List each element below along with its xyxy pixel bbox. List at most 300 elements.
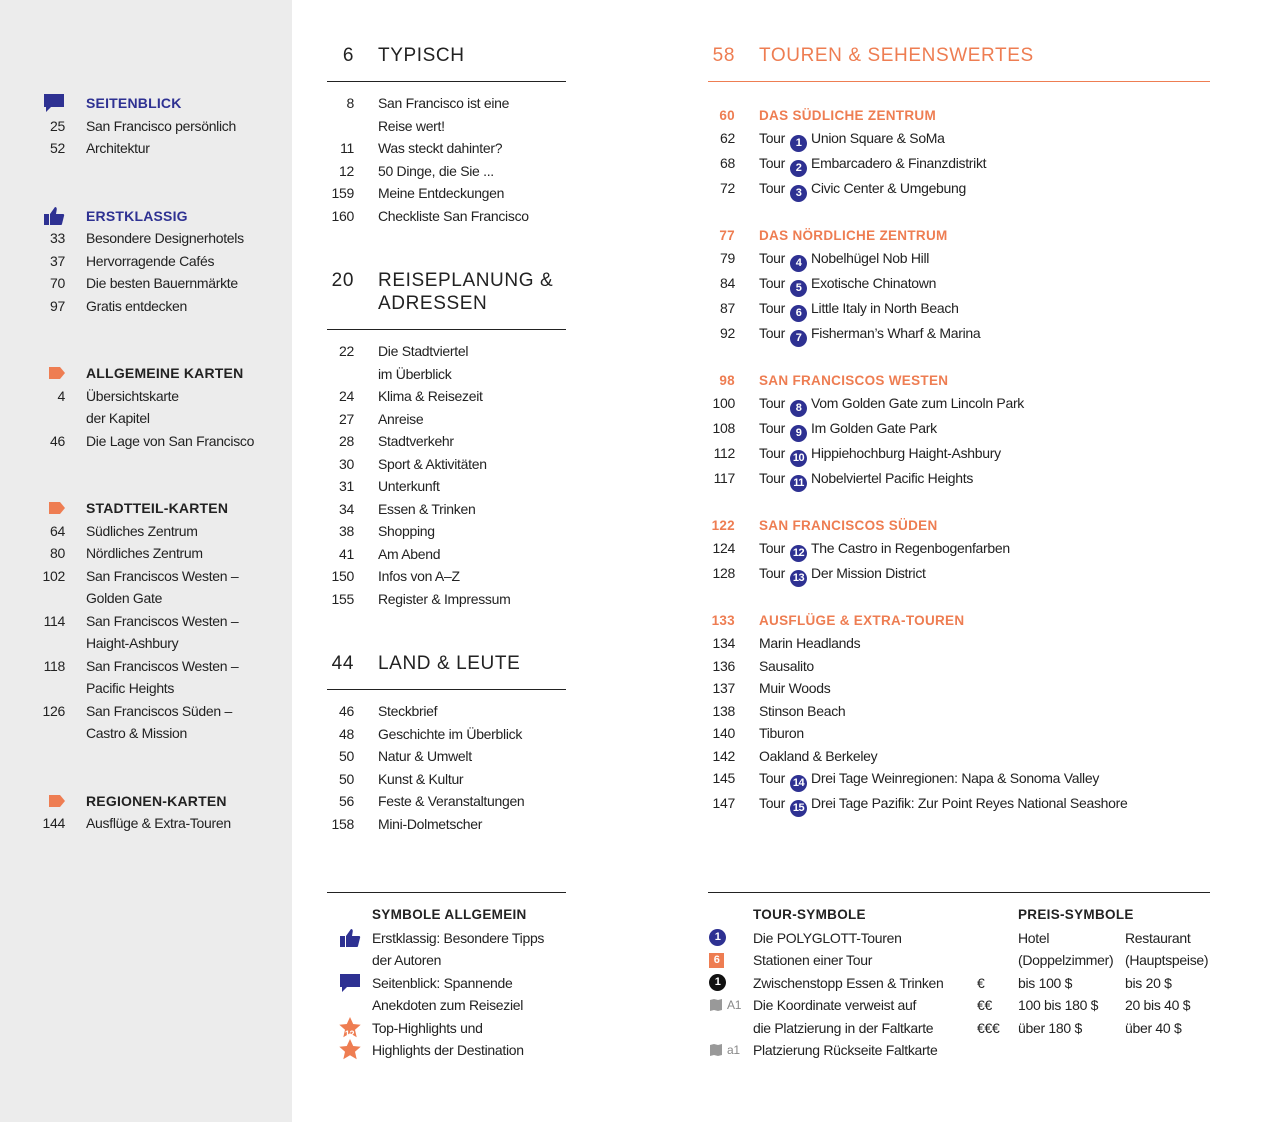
tour-label: Tour (759, 325, 786, 341)
legend-general (327, 892, 566, 1062)
legend-row (708, 949, 1210, 972)
entry-title-wrap (759, 272, 936, 297)
entry-title: San Franciscos Westen – Golden Gate (86, 567, 239, 606)
toc-entry[interactable] (327, 790, 566, 813)
entry-title: Am Abend (378, 545, 441, 562)
restaurant-price: (Hauptspeise) (1125, 952, 1209, 968)
entry-title: Hervorragende Cafés (86, 252, 215, 269)
entry-title: Tiburon (759, 725, 804, 741)
tour-entry[interactable] (708, 127, 1210, 152)
page-number: 155 (331, 590, 354, 607)
tour-subsection (708, 610, 1210, 818)
legend-title-row (708, 904, 1210, 927)
hotel-price: 100 bis 180 $ (1018, 997, 1099, 1013)
page-number: 64 (50, 522, 65, 539)
toc-entry[interactable] (327, 340, 566, 385)
entry-title: San Francisco ist eine Reise wert! (378, 95, 510, 134)
page-number: 50 (339, 770, 354, 787)
tour-label: Tour (759, 155, 786, 171)
page-number: 22 (339, 343, 354, 359)
legend-row (708, 927, 1210, 950)
tour-label: Tour (759, 565, 786, 581)
entry-title: Essen & Trinken (378, 500, 476, 517)
legend-text: die Platzierung in der Faltkarte (753, 1019, 934, 1036)
tour-label: Tour (759, 420, 786, 436)
tour-number-badge: 8 (790, 400, 807, 417)
page-number: 136 (712, 657, 735, 674)
legend-row (327, 994, 566, 1017)
tour-entry[interactable] (708, 247, 1210, 272)
page-number: 140 (712, 725, 735, 741)
page-number: 12 (339, 162, 354, 179)
entry-title-wrap (759, 247, 929, 272)
section-header[interactable] (327, 652, 566, 690)
sidebar-group (40, 205, 290, 318)
legend-row (327, 1017, 566, 1040)
entry-title: Natur & Umwelt (378, 748, 472, 764)
entry-title-wrap (759, 127, 945, 152)
blank-icon (327, 994, 372, 1017)
entry-title-wrap (759, 467, 973, 492)
tour-number-badge: 2 (790, 160, 807, 177)
page-number: 34 (339, 500, 354, 517)
entry-title: Nördliches Zentrum (86, 545, 203, 561)
tour-label: Tour (759, 395, 786, 411)
price-symbol: €€ (977, 997, 992, 1013)
map-tag-icon (40, 497, 65, 520)
entry-title-wrap (759, 677, 830, 700)
entry-title-wrap (759, 632, 860, 655)
page-number: 80 (50, 545, 65, 561)
entry-title-wrap (759, 537, 1010, 562)
thumbs-up-icon (327, 927, 372, 950)
entry-title: Embarcadero & Finanzdistrikt (811, 155, 987, 171)
page-number: 8 (346, 95, 354, 111)
page-number: 92 (720, 325, 735, 341)
top-highlight-star-icon (327, 1017, 372, 1040)
page-number: 117 (713, 470, 735, 486)
stop-circle-icon-number: 1 (709, 974, 726, 991)
toc-entry[interactable] (327, 520, 566, 543)
tour-label: Tour (759, 795, 786, 811)
subsection-title: DAS SÜDLICHE ZENTRUM (759, 107, 936, 123)
sidebar-group-header (40, 362, 290, 385)
page-number: 160 (331, 207, 354, 224)
entry-title: San Franciscos Westen – Pacific Heights (86, 657, 239, 696)
section-title: TOUREN & SEHENSWERTES (759, 45, 1034, 66)
section-page: 6 (342, 45, 354, 66)
entry-title: Unterkunft (378, 478, 440, 494)
subsection-page: 60 (719, 107, 735, 123)
page-number: 72 (720, 180, 735, 196)
restaurant-price: über 40 $ (1125, 1019, 1182, 1036)
subsection-header[interactable] (708, 370, 1210, 393)
legend-row (327, 927, 566, 950)
tour-entry[interactable] (708, 537, 1210, 562)
page-number: 70 (50, 275, 65, 291)
entry-title: Ausflüge & Extra-Touren (86, 815, 231, 831)
map-tag-icon (40, 790, 65, 813)
page-number: 50 (339, 748, 354, 764)
tour-entry[interactable] (708, 322, 1210, 347)
page-number: 97 (50, 297, 65, 314)
toc-entry[interactable] (327, 723, 566, 746)
sidebar-group-title: REGIONEN-KARTEN (86, 792, 227, 809)
page-number: 84 (720, 275, 735, 291)
toc-entry[interactable] (327, 768, 566, 791)
tour-entry[interactable] (708, 467, 1210, 492)
page-number: 118 (43, 657, 65, 674)
page-number: 62 (720, 130, 735, 146)
entry-title-wrap (759, 792, 1127, 817)
page-number: 138 (712, 702, 735, 719)
restaurant-price: 20 bis 40 $ (1125, 997, 1191, 1013)
page-number: 112 (713, 445, 735, 461)
tour-number-badge: 9 (790, 425, 807, 442)
sidebar-group-header (40, 497, 290, 520)
tour-circle-icon (708, 927, 753, 950)
spacer (708, 904, 753, 927)
stop-circle-icon (708, 972, 753, 995)
hotel-price: Hotel (1018, 929, 1050, 946)
tour-entry[interactable] (708, 272, 1210, 297)
tour-number-badge: 10 (790, 450, 807, 467)
entry-title: Union Square & SoMa (811, 130, 945, 146)
tour-entry[interactable] (708, 700, 1210, 723)
toc-entry[interactable] (327, 137, 566, 160)
page-number: 31 (339, 478, 354, 494)
tour-label: Tour (759, 540, 786, 556)
tour-entry[interactable] (708, 392, 1210, 417)
sidebar-entry[interactable] (40, 520, 290, 543)
legend-title: TOUR-SYMBOLE (753, 907, 866, 922)
page-number: 46 (50, 432, 65, 449)
tour-subsection (708, 515, 1210, 588)
sidebar-entry[interactable] (40, 430, 290, 453)
legend-text: der Autoren (372, 952, 442, 968)
legend-row (708, 1017, 1210, 1040)
entry-title: Vom Golden Gate zum Lincoln Park (811, 395, 1025, 411)
entry-title-wrap (759, 442, 1001, 467)
tour-label: Tour (759, 470, 786, 486)
toc-section (327, 652, 566, 835)
sidebar-entry[interactable] (40, 227, 290, 250)
sidebar-entry[interactable] (40, 385, 290, 430)
tour-entry[interactable] (708, 562, 1210, 587)
section-title: REISEPLANUNG & ADRESSEN (378, 270, 554, 314)
sidebar-entry[interactable] (40, 812, 290, 835)
hotel-price: (Doppelzimmer) (1018, 952, 1114, 968)
page-number: 52 (50, 140, 65, 156)
page-number: 150 (331, 568, 354, 584)
entry-title: Oakland & Berkeley (759, 747, 878, 764)
tour-subsection (708, 225, 1210, 348)
page-number: 37 (50, 252, 65, 269)
sidebar-entry[interactable] (40, 655, 290, 700)
page-number: 38 (339, 523, 354, 539)
page-number: 25 (50, 117, 65, 134)
page-number: 41 (339, 545, 354, 562)
toc-entry[interactable] (327, 430, 566, 453)
entry-title-wrap (759, 767, 1099, 792)
subsection-title: AUSFLÜGE & EXTRA-TOUREN (759, 612, 965, 628)
toc-entry[interactable] (327, 408, 566, 431)
entry-title: 50 Dinge, die Sie ... (378, 162, 494, 179)
legend-text: Anekdoten zum Reiseziel (372, 997, 524, 1013)
tour-label: Tour (759, 275, 786, 291)
toc-entry[interactable] (327, 543, 566, 566)
tour-number-badge: 12 (790, 545, 807, 562)
entry-title: Die besten Bauernmärkte (86, 275, 238, 291)
toc-entry[interactable] (327, 182, 566, 205)
tour-entry[interactable] (708, 177, 1210, 202)
tour-subsection (708, 105, 1210, 203)
sidebar-group (40, 497, 290, 745)
restaurant-price: bis 20 $ (1125, 974, 1172, 991)
map-tag-icon (40, 362, 65, 385)
entry-title: Architektur (86, 140, 150, 156)
blank-icon (708, 1017, 753, 1040)
entry-title: Besondere Designerhotels (86, 230, 244, 246)
entry-title: Was steckt dahinter? (378, 140, 503, 156)
entry-title: Die Stadtviertel im Überblick (378, 343, 469, 382)
entry-title: Klima & Reisezeit (378, 388, 483, 404)
speech-bubble-icon (327, 972, 372, 995)
entry-title: Nobelviertel Pacific Heights (811, 470, 974, 486)
page-number: 124 (712, 540, 735, 556)
sidebar-entry[interactable] (40, 250, 290, 273)
page-number: 56 (339, 793, 354, 809)
entry-title: Südliches Zentrum (86, 522, 198, 539)
tour-label: Tour (759, 300, 786, 316)
legend-text: Die Koordinate verweist auf (753, 997, 917, 1013)
entry-title: Die Lage von San Francisco (86, 432, 255, 449)
entry-title: Exotische Chinatown (811, 275, 937, 291)
entry-title: Geschichte im Überblick (378, 725, 523, 742)
toc-entry[interactable] (327, 498, 566, 521)
entry-title-wrap (759, 655, 814, 678)
sidebar-entry[interactable] (40, 565, 290, 610)
entry-title: The Castro in Regenbogenfarben (811, 540, 1010, 556)
tour-label: Tour (759, 250, 786, 266)
entry-title: Sport & Aktivitäten (378, 455, 487, 472)
tour-label: Tour (759, 445, 786, 461)
legend-title-row (327, 904, 566, 927)
legend-row (708, 972, 1210, 995)
page-number: 100 (712, 395, 735, 411)
sidebar-entry[interactable] (40, 542, 290, 565)
legend-row (327, 949, 566, 972)
spacer (327, 904, 372, 927)
sidebar-entry[interactable] (40, 137, 290, 160)
entry-title: Mini-Dolmetscher (378, 815, 483, 832)
page-number: 28 (339, 433, 354, 449)
page-number: 159 (331, 185, 354, 201)
sidebar-entry[interactable] (40, 115, 290, 138)
sidebar-group (40, 362, 290, 452)
section-title: TYPISCH (378, 45, 465, 66)
page-number: 147 (712, 795, 735, 811)
entry-title: Anreise (378, 410, 424, 427)
entry-title-wrap (759, 297, 959, 322)
tour-entry[interactable] (708, 745, 1210, 768)
page-number: 46 (339, 703, 354, 719)
tour-entry[interactable] (708, 655, 1210, 678)
entry-title-wrap (759, 562, 926, 587)
tour-subsection (708, 370, 1210, 493)
page-number: 11 (340, 140, 354, 156)
section-title: LAND & LEUTE (378, 653, 521, 674)
entry-title: San Francisco persönlich (86, 117, 236, 134)
legend-text: Die POLYGLOTT-Touren (753, 929, 902, 946)
page-number: 108 (712, 420, 735, 436)
entry-title-wrap (759, 152, 986, 177)
restaurant-price: Restaurant (1125, 929, 1191, 946)
page-number: 134 (712, 635, 735, 651)
subsection-header[interactable] (708, 225, 1210, 248)
toc-section (327, 44, 566, 227)
subsection-header[interactable] (708, 105, 1210, 128)
entry-title: Stadtverkehr (378, 433, 454, 449)
toc-entry[interactable] (327, 385, 566, 408)
blank-icon (327, 949, 372, 972)
tour-number-badge: 3 (790, 185, 807, 202)
page-number: 137 (712, 680, 735, 696)
toc-entry[interactable] (327, 92, 566, 137)
section-page: 58 (712, 45, 735, 66)
entry-title: Der Mission District (811, 565, 926, 581)
tour-entry[interactable] (708, 632, 1210, 655)
subsection-header[interactable] (708, 515, 1210, 538)
tour-entry[interactable] (708, 722, 1210, 745)
entry-title: Fisherman’s Wharf & Marina (811, 325, 981, 341)
tour-entry[interactable] (708, 297, 1210, 322)
tour-entry[interactable] (708, 677, 1210, 700)
sidebar-entry[interactable] (40, 295, 290, 318)
section-header[interactable] (708, 44, 1210, 82)
toc-entry[interactable] (327, 700, 566, 723)
subsection-page: 77 (719, 227, 735, 243)
sidebar-group-header (40, 205, 290, 228)
toc-entry[interactable] (327, 453, 566, 476)
page-number: 48 (339, 725, 354, 742)
map-coordinate-icon (708, 1039, 753, 1062)
entry-title: Civic Center & Umgebung (811, 180, 966, 196)
page-number: 126 (42, 702, 65, 719)
toc-entry[interactable] (327, 813, 566, 836)
page-number: 145 (712, 770, 735, 786)
toc-entry[interactable] (327, 205, 566, 228)
thumbs-up-icon (40, 205, 65, 228)
toc-entry[interactable] (327, 745, 566, 768)
entry-title: Little Italy in North Beach (811, 300, 959, 316)
section-header[interactable] (327, 269, 566, 330)
legend-row (708, 994, 1210, 1017)
tour-number-badge: 13 (790, 570, 807, 587)
toc-entry[interactable] (327, 160, 566, 183)
tour-entry[interactable] (708, 792, 1210, 817)
tours-index (708, 44, 1210, 817)
tour-number-badge: 15 (790, 800, 807, 817)
hotel-price: über 180 $ (1018, 1019, 1082, 1036)
subsection-title: SAN FRANCISCOS WESTEN (759, 372, 949, 388)
entry-title: Übersichtskarte der Kapitel (86, 387, 179, 426)
sidebar-group (40, 790, 290, 835)
tour-label: Tour (759, 770, 786, 786)
entry-title-wrap (759, 177, 966, 202)
tour-entry[interactable] (708, 417, 1210, 442)
entry-title: Steckbrief (378, 703, 438, 719)
sidebar-entry[interactable] (40, 272, 290, 295)
tour-number-badge: 11 (790, 475, 807, 492)
tour-entry[interactable] (708, 152, 1210, 177)
entry-title: Feste & Veranstaltungen (378, 793, 525, 809)
sidebar-entry[interactable] (40, 610, 290, 655)
legend-row (327, 1039, 566, 1062)
subsection-header[interactable] (708, 610, 1210, 633)
tour-number-badge: 14 (790, 775, 807, 792)
legend-text: Seitenblick: Spannende (372, 974, 513, 991)
entry-title: Kunst & Kultur (378, 770, 464, 787)
section-page: 20 (331, 270, 354, 291)
price-symbol: €€€ (977, 1019, 1000, 1036)
toc-entry[interactable] (327, 588, 566, 611)
page-number: 4 (57, 387, 65, 404)
sidebar-group-header (40, 790, 290, 813)
tour-entry[interactable] (708, 767, 1210, 792)
speech-bubble-icon (40, 92, 65, 115)
entry-title-wrap (759, 322, 980, 347)
hotel-price: bis 100 $ (1018, 974, 1073, 991)
legend-text: Highlights der Destination (372, 1042, 524, 1058)
toc-section (327, 269, 566, 610)
toc-entry[interactable] (327, 475, 566, 498)
sidebar-group-title: ALLGEMEINE KARTEN (86, 365, 244, 381)
entry-title: Shopping (378, 523, 435, 539)
map-coordinate-label: a1 (727, 1043, 740, 1057)
section-header[interactable] (327, 44, 566, 82)
legend-text: Stationen einer Tour (753, 952, 873, 968)
page-number: 68 (720, 155, 735, 171)
map-coordinate-icon (708, 994, 753, 1017)
legend-tour-price (708, 892, 1210, 1062)
entry-title-wrap (759, 722, 804, 745)
entry-title: Nobelhügel Nob Hill (811, 250, 930, 266)
price-symbol: € (977, 974, 985, 991)
page-number: 158 (331, 815, 354, 832)
page-number: 87 (720, 300, 735, 316)
entry-title: Muir Woods (759, 680, 831, 696)
tour-circle-icon-number: 1 (709, 929, 726, 946)
legend-text: Zwischenstopp Essen & Trinken (753, 974, 944, 991)
entry-title-wrap (759, 745, 877, 768)
subsection-page: 133 (711, 612, 735, 628)
entry-title-wrap (759, 700, 845, 723)
sidebar-group (40, 92, 290, 160)
sidebar-entry[interactable] (40, 700, 290, 745)
toc-entry[interactable] (327, 565, 566, 588)
page-number: 144 (42, 815, 65, 831)
entry-title: Im Golden Gate Park (811, 420, 937, 436)
sidebar-index (40, 92, 290, 835)
legend-text: Platzierung Rückseite Faltkarte (753, 1042, 938, 1058)
page-number: 33 (50, 230, 65, 246)
subsection-title: SAN FRANCISCOS SÜDEN (759, 517, 938, 533)
tour-entry[interactable] (708, 442, 1210, 467)
station-square-icon-number: 6 (709, 953, 724, 968)
sidebar-group-header (40, 92, 290, 115)
entry-title: Hippiehochburg Haight-Ashbury (811, 445, 1001, 461)
